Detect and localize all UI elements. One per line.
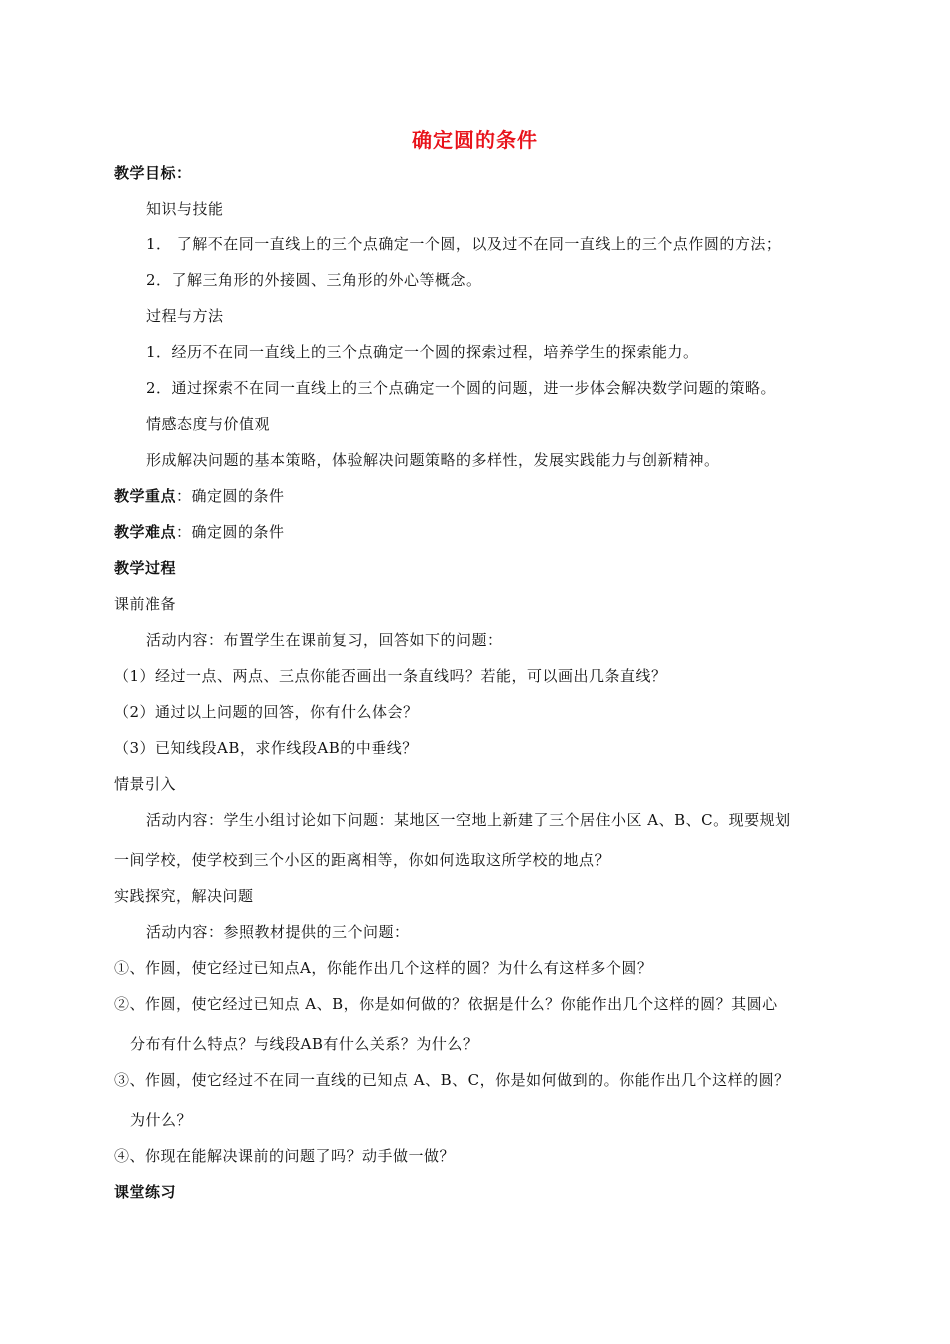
- explore-question-3-line-1: ③、作圆，使它经过不在同一直线的已知点 A、B、C，你是如何做到的。你能作出几个这样的圆？: [114, 1071, 790, 1089]
- intro-heading: 情景引入: [114, 775, 177, 793]
- teaching-process-heading: 教学过程: [114, 559, 177, 577]
- process-method-item-1: 1．经历不在同一直线上的三个点确定一个圆的探索过程，培养学生的探索能力。: [146, 343, 699, 361]
- prep-question-3: （3）已知线段AB，求作线段AB的中垂线？: [114, 739, 418, 757]
- explore-question-2-line-2: 分布有什么特点？与线段AB有什么关系？为什么？: [130, 1035, 479, 1053]
- prep-question-2: （2）通过以上问题的回答，你有什么体会？: [114, 703, 419, 721]
- attitude-heading: 情感态度与价值观: [146, 415, 271, 433]
- objectives-heading: 教学目标：: [114, 164, 192, 182]
- knowledge-item-1: 1． 了解不在同一直线上的三个点确定一个圆，以及过不在同一直线上的三个点作圆的方法；: [146, 235, 782, 253]
- key-point-line: [114, 486, 285, 506]
- explore-question-1: ①、作圆，使它经过已知点A，你能作出几个这样的圆？为什么有这样多个圆？: [114, 959, 653, 977]
- prep-activity: 活动内容：布置学生在课前复习，回答如下的问题：: [146, 631, 503, 649]
- difficulty-text: ：确定圆的条件: [176, 523, 285, 541]
- process-method-item-2: 2．通过探索不在同一直线上的三个点确定一个圆的问题，进一步体会解决数学问题的策略。: [146, 379, 777, 397]
- explore-question-2-line-1: ②、作圆，使它经过已知点 A、B，你是如何做的？依据是什么？你能作出几个这样的圆？其圆心: [114, 995, 778, 1013]
- explore-question-3-line-2: 为什么？: [130, 1111, 193, 1129]
- knowledge-item-2: 2．了解三角形的外接圆、三角形的外心等概念。: [146, 271, 482, 289]
- key-point-text: ：确定圆的条件: [176, 487, 285, 505]
- explore-activity: 活动内容：参照教材提供的三个问题：: [146, 923, 410, 941]
- intro-activity-line-2: 一间学校，使学校到三个小区的距离相等，你如何选取这所学校的地点？: [114, 851, 611, 869]
- key-point-label: 教学重点: [114, 487, 177, 505]
- process-method-heading: 过程与方法: [146, 307, 224, 325]
- attitude-text: 形成解决问题的基本策略，体验解决问题策略的多样性，发展实践能力与创新精神。: [146, 451, 720, 469]
- explore-heading: 实践探究，解决问题: [114, 887, 254, 905]
- prep-heading: 课前准备: [114, 595, 177, 613]
- practice-heading: 课堂练习: [114, 1183, 177, 1201]
- knowledge-heading: 知识与技能: [146, 200, 224, 218]
- difficulty-label: 教学难点: [114, 523, 177, 541]
- difficulty-line: [114, 522, 285, 542]
- document-title: 确定圆的条件: [412, 128, 538, 152]
- intro-activity-line-1: 活动内容：学生小组讨论如下问题：某地区一空地上新建了三个居住小区 A、B、C。现要规划: [146, 811, 791, 829]
- prep-question-1: （1）经过一点、两点、三点你能否画出一条直线吗？若能，可以画出几条直线？: [114, 667, 667, 685]
- explore-question-4: ④、你现在能解决课前的问题了吗？动手做一做？: [114, 1147, 456, 1165]
